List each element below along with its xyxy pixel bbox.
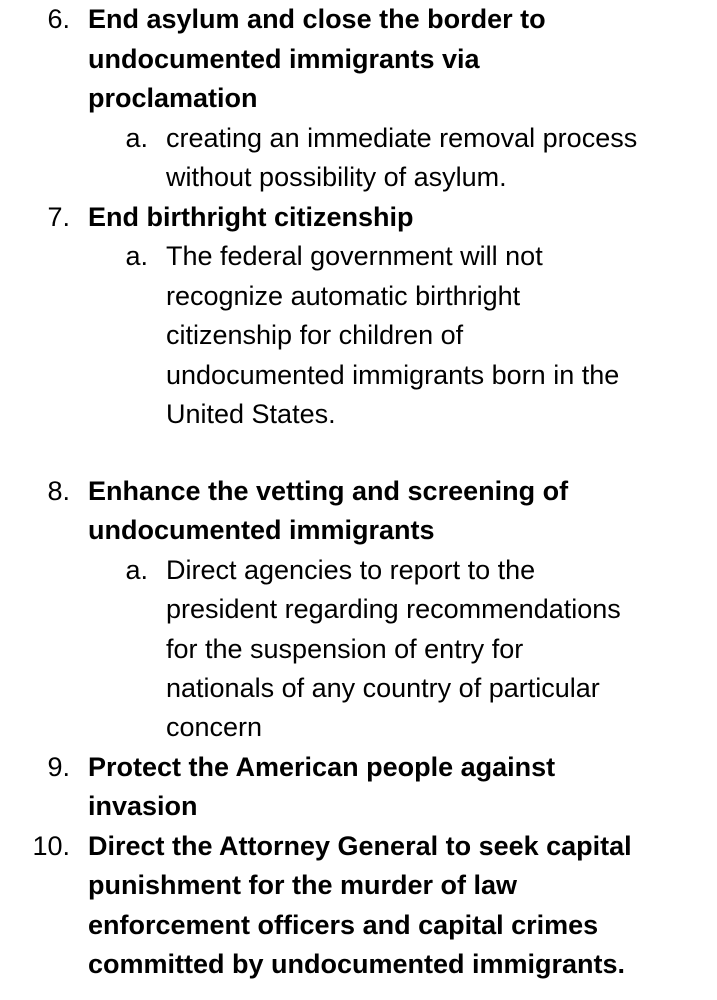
item-heading-line: undocumented immigrants <box>88 515 435 545</box>
sub-item-line: The federal government will not <box>166 241 543 271</box>
sub-item-line: nationals of any country of particular <box>166 673 600 703</box>
item-heading-line: proclamation <box>88 83 258 113</box>
item-heading-line: enforcement officers and capital crimes <box>88 910 599 940</box>
item-number: 7. <box>47 202 70 232</box>
sub-item-letter: a. <box>125 123 148 153</box>
sub-item-line: president regarding recommendations <box>166 594 621 624</box>
sub-item-letter: a. <box>125 555 148 585</box>
item-number: 10. <box>32 831 70 861</box>
sub-item-line: citizenship for children of <box>166 320 464 350</box>
sub-item-line: Direct agencies to report to the <box>166 555 536 585</box>
item-heading-line: Protect the American people against <box>88 752 556 782</box>
item-heading-line: committed by undocumented immigrants. <box>88 949 626 979</box>
sub-item-line: creating an immediate removal process <box>166 123 638 153</box>
item-number: 8. <box>47 476 70 506</box>
item-number: 6. <box>47 4 70 34</box>
item-heading-line: invasion <box>88 791 198 821</box>
item-heading-line: End birthright citizenship <box>88 202 414 232</box>
item-heading-line: punishment for the murder of law <box>88 870 518 900</box>
item-heading-line: End asylum and close the border to <box>88 4 546 34</box>
sub-item-line: undocumented immigrants born in the <box>166 360 620 390</box>
sub-item-letter: a. <box>125 241 148 271</box>
sub-item-line: recognize automatic birthright <box>166 281 521 311</box>
sub-item-line: without possibility of asylum. <box>166 162 507 192</box>
item-heading-line: Direct the Attorney General to seek capital <box>88 831 632 861</box>
sub-item-line: for the suspension of entry for <box>166 634 524 664</box>
item-heading-line: Enhance the vetting and screening of <box>88 476 569 506</box>
sub-item-line: concern <box>166 712 263 742</box>
item-heading-line: undocumented immigrants via <box>88 44 480 74</box>
sub-item-line: United States. <box>166 399 336 429</box>
item-number: 9. <box>47 752 70 782</box>
